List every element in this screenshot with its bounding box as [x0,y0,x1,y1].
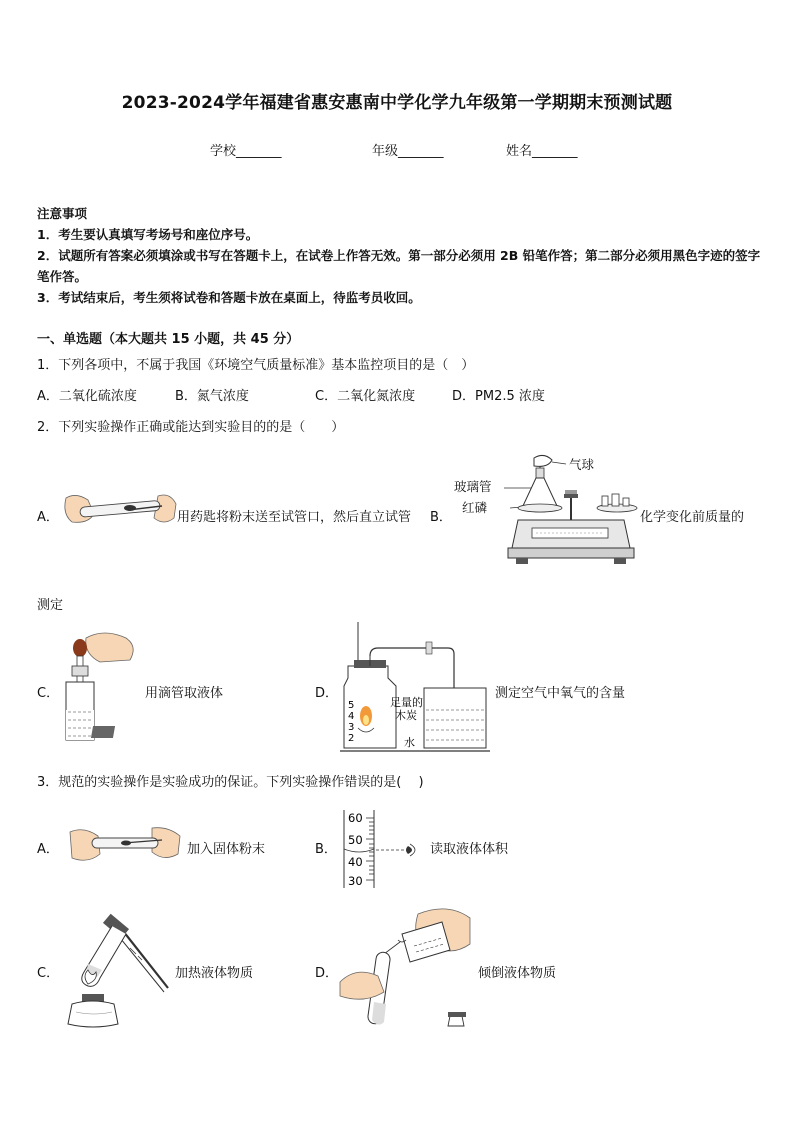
cylinder-40: 40 [348,855,363,869]
q3-option-a-text: 加入固体粉末 [187,842,266,857]
pouring-liquid-illustration [338,906,478,1034]
q1-option-c: C．二氧化氮浓度 [315,389,416,404]
q3-option-d-text: 倾倒液体物质 [478,966,557,981]
notes-heading: 注意事项 [37,206,88,221]
cylinder-30: 30 [348,874,363,888]
scale-2: 2 [348,733,355,744]
dropper-illustration [60,630,140,745]
q2-option-b-text: 化学变化前质量的 [640,510,745,525]
balance-scale-illustration [452,450,642,568]
q2-option-d-label: D． [315,686,339,701]
question-2-stem: 2．下列实验操作正确或能达到实验目的的是（ ） [37,420,345,435]
notes-item: 3．考试结束后，考生须将试卷和答题卡放在桌面上，待监考员收回。 [37,290,421,305]
q2-option-b-label: B． [430,510,452,525]
q2-option-c-text: 用滴管取液体 [145,686,224,701]
scale-4: 4 [348,711,355,722]
graduated-cylinder-illustration [340,806,430,892]
label-balloon: 气球 [569,457,595,472]
cylinder-50: 50 [348,833,363,847]
q3-option-b-text: 读取液体体积 [430,842,509,857]
q3-option-a-label: A． [37,842,59,857]
heating-liquid-illustration [64,912,174,1030]
label-charcoal-1: 足量的 [390,696,423,709]
notes-section [37,203,762,308]
label-water: 水 [404,736,415,749]
scale-5: 5 [348,700,355,711]
scale-3: 3 [348,722,355,733]
notes-item: 2．试题所有答案必须填涂或书写在答题卡上，在试卷上作答无效。第一部分必须用 2B 铅笔作答；第二部分必须用黑色字迹的签字笔作答。 [37,248,761,284]
label-charcoal-2: 木炭 [395,709,417,722]
question-3-stem: 3．规范的实验操作是实验成功的保证。下列实验操作错误的是( ) [37,775,424,790]
grade-field: 年级_______ [372,144,444,159]
label-glass-tube: 玻璃管 [454,479,492,494]
q1-option-a: A．二氧化硫浓度 [37,389,137,404]
question-1-stem: 1．下列各项中，不属于我国《环境空气质量标准》基本监控项目的是（ ） [37,358,475,373]
test-tube-powder-illustration [58,488,178,533]
section-heading: 一、单选题（本大题共 15 小题，共 45 分） [37,332,300,347]
oxygen-measurement-illustration [338,620,493,754]
q2-option-b-text-cont: 测定 [37,598,64,613]
q2-option-d-text: 测定空气中氧气的含量 [495,686,626,701]
q2-option-a-text: 用药匙将粉末送至试管口，然后直立试管 [177,510,412,525]
add-powder-illustration [68,824,184,866]
q2-option-a-label: A． [37,510,59,525]
label-red-phosphorus: 红磷 [462,500,488,515]
notes-item: 1．考生要认真填写考场号和座位序号。 [37,227,259,242]
q3-option-c-text: 加热液体物质 [175,966,254,981]
q1-option-b: B．氮气浓度 [175,389,249,404]
q3-option-d-label: D． [315,966,339,981]
page-title: 2023-2024学年福建省惠安惠南中学化学九年级第一学期期末预测试题 [121,93,673,113]
name-field: 姓名_______ [506,144,578,159]
school-field: 学校_______ [210,144,282,159]
q3-option-c-label: C． [37,966,60,981]
q3-option-b-label: B． [315,842,337,857]
q1-option-d: D．PM2.5 浓度 [452,389,545,404]
cylinder-60: 60 [348,811,363,825]
q2-option-c-label: C． [37,686,60,701]
